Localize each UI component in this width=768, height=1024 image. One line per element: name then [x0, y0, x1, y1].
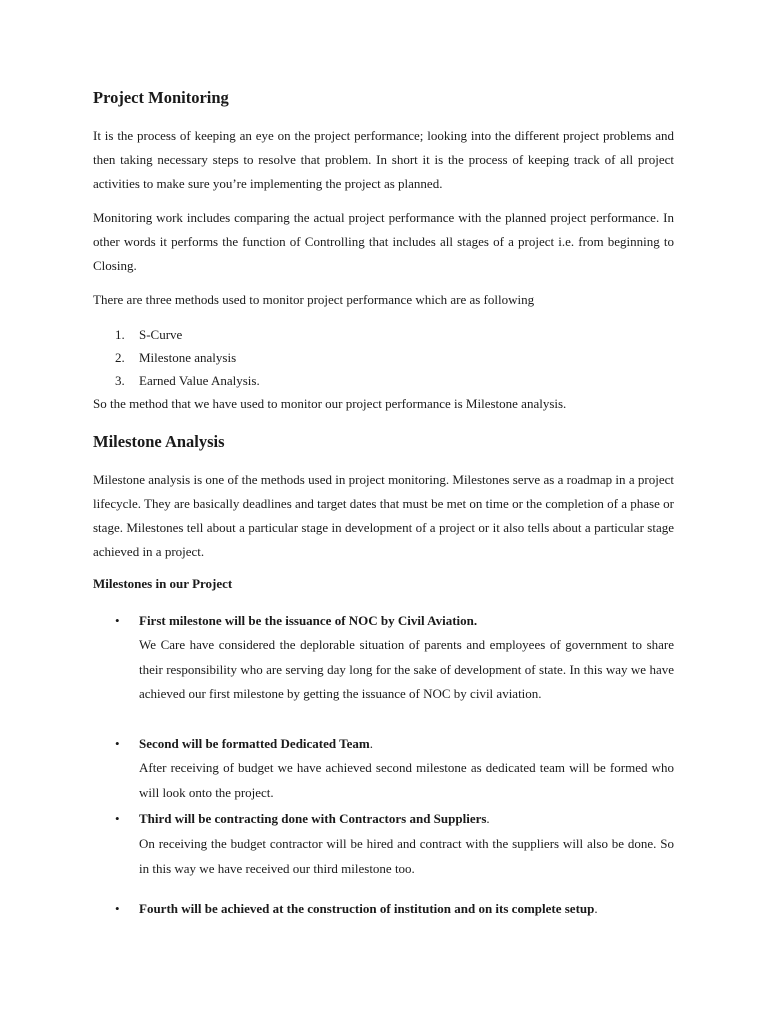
list-item-label: Earned Value Analysis. — [139, 373, 260, 388]
milestone-description: On receiving the budget contractor will be hired and contract with the suppliers will also be done. So in this way we have received our third milestone too. — [139, 836, 674, 876]
numbered-list-item — [115, 327, 182, 343]
paragraph-monitoring-definition: It is the process of keeping an eye on the project performance; looking into the different project problems and then taking necessary steps to resolve that problem. In short it is the process of keeping track of all project activities to make sure you’re implementing the project as planned. — [93, 128, 674, 191]
heading-milestone-analysis: Milestone Analysis — [93, 432, 225, 451]
list-number: 3. — [115, 373, 125, 388]
milestone-description: We Care have considered the deplorable situation of parents and employees of government to share their responsibility who are serving day long for the sake of development of state. In this way we have achieved our first milestone by getting the issuance of NOC by civil aviation. — [139, 637, 674, 701]
milestone-title: Second will be formatted Dedicated Team — [139, 736, 370, 751]
bullet-icon: • — [115, 736, 120, 751]
paragraph-monitoring-work: Monitoring work includes comparing the actual project performance with the planned project performance. In other words it performs the function of Controlling that includes all stages of a project i.e. from beginning to Closing. — [93, 210, 674, 273]
list-number: 2. — [115, 350, 125, 365]
subheading-milestones: Milestones in our Project — [93, 576, 233, 591]
milestone-title-tail: . — [486, 811, 490, 826]
numbered-list-item — [115, 350, 236, 366]
numbered-list-item — [115, 373, 260, 389]
list-item-label: S-Curve — [139, 327, 183, 342]
milestone-title: Third will be contracting done with Contractors and Suppliers — [139, 811, 487, 826]
milestone-bullet-item — [115, 811, 490, 827]
methods-intro-text: There are three methods used to monitor project performance which are as following — [93, 292, 535, 307]
milestone-title: First milestone will be the issuance of NOC by Civil Aviation. — [139, 613, 478, 628]
milestone-title-tail: . — [369, 736, 373, 751]
paragraph-milestone-analysis: Milestone analysis is one of the methods used in project monitoring. Milestones serve as a roadmap in a project lifecycle. They are basically deadlines and target dates that must be met on time or the completion of a phase or stage. Milestones tell about a particular stage in development of a project or it also tells about a particular stage achieved in a project. — [93, 472, 674, 559]
methods-conclusion-text: So the method that we have used to monitor our project performance is Milestone analysis. — [93, 396, 567, 411]
bullet-icon: • — [115, 811, 120, 826]
milestone-bullet-item — [115, 613, 477, 629]
bullet-icon: • — [115, 901, 120, 916]
heading-project-monitoring: Project Monitoring — [93, 88, 229, 107]
list-item-label: Milestone analysis — [139, 350, 237, 365]
milestone-title: Fourth will be achieved at the construction of institution and on its complete setup — [139, 901, 595, 916]
milestone-description: After receiving of budget we have achieved second milestone as dedicated team will be formed who will look onto the project. — [139, 760, 674, 800]
bullet-icon: • — [115, 613, 120, 628]
milestone-bullet-item — [115, 736, 373, 752]
milestone-bullet-item — [115, 901, 598, 917]
milestone-title-tail: . — [594, 901, 598, 916]
list-number: 1. — [115, 327, 125, 342]
